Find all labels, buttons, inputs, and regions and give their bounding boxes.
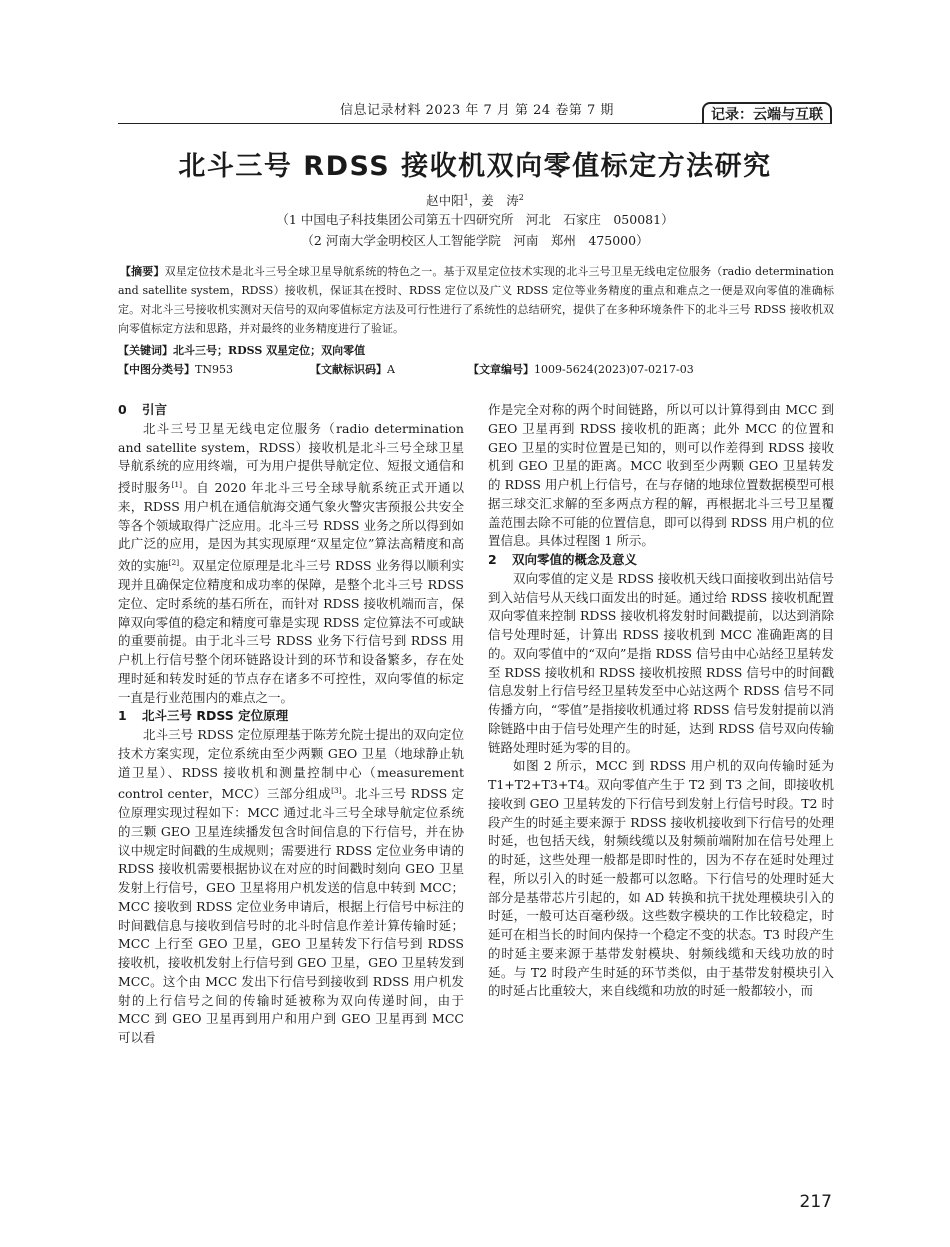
abstract-text: 双星定位技术是北斗三号全球卫星导航系统的特色之一。基于双星定位技术实现的北斗三号卫星无线电定位服务（radio determination and satellite system，RDSS）接收机，保证其在授时、RDSS 定位以及广义 RDSS 定位等业务精度的重点和难点之一便是双向零值的准确标定。对北斗三号接收机实测对天信号的双向零值标定方法及可行性进行了系统性的总结研究，提供了在多种环境条件下的北斗三号 RDSS 接收机双向零值标定方法和思路，并对最终的业务精度进行了验证。 — [118, 265, 835, 335]
section-1-number: 1 — [118, 708, 127, 724]
paragraph-principle — [118, 726, 464, 1048]
section-2-heading — [488, 551, 834, 570]
intro-text-c: 。双星定位原理是北斗三号 RDSS 业务得以顺利实现并且确保定位精度和成功率的保障，是整个北斗三号 RDSS 定位、定时系统的基石所在，而针对 RDSS 接收机端而言，保障双向零值的稳定和精度可靠是实现 RDSS 定位算法不可或缺的重要前提。由于北斗三号 RDSS 业务下行信号到 RDSS 用户机上行信号整个闭环链路设计到的环节和设备繁多，存在处理时延和转发时延的节点存在诸多不可控性，双向零值的标定一直是行业范围内的难点之一。 — [118, 558, 464, 705]
keywords — [118, 341, 365, 360]
author-separator: ， — [468, 193, 482, 208]
page-number: 217 — [799, 1192, 832, 1212]
section-1-heading — [118, 707, 464, 726]
clc-value: TN953 — [195, 363, 233, 376]
paper-title: 北斗三号 RDSS 接收机双向零值标定方法研究 — [178, 151, 772, 182]
section-0-number: 0 — [118, 402, 127, 417]
keywords-label: 【关键词】 — [118, 344, 173, 357]
affiliation-1: （1 中国电子科技集团公司第五十四研究所 河北 石家庄 050081） — [276, 212, 674, 227]
author-2-affil: 2 — [518, 192, 524, 202]
principle-text-a: 北斗三号 RDSS 定位原理基于陈芳允院士提出的双向定位技术方案实现，定位系统由至少两颗 GEO 卫星（地球静止轨道卫星）、RDSS 接收机和测量控制中心（measurement control center，MCC）三部分组成 — [118, 727, 464, 802]
author-line — [0, 191, 950, 209]
citation-1[interactable]: [1] — [171, 480, 183, 489]
header-rule — [118, 123, 832, 124]
paragraph-zero-value-def: 双向零值的定义是 RDSS 接收机天线口面接收到出站信号到入站信号从天线口面发出的时延。通过给 RDSS 接收机配置双向零值来控制 RDSS 接收机将发射时间戳提前，以达到消除信号处理时延，计算出 RDSS 接收机到 MCC 准确距离的目的。双向零值中的“双向”是指 RDSS 信号由中心站经卫星转发至 RDSS 接收机和 RDSS 接收机按照 RDSS 信号中的时间戳信息发射上行信号经卫星转发至中心站这两个 RDSS 信号不同传播方向，“零值”是指接收机通过将 RDSS 信号发射提前以消除链路中由于信号处理产生的时延，达到 RDSS 信号双向传输链路处理时延为零的目的。 — [488, 570, 834, 755]
keywords-text: 北斗三号；RDSS 双星定位；双向零值 — [173, 344, 366, 357]
citation-3[interactable]: [3] — [331, 786, 342, 796]
clc-code — [118, 360, 233, 379]
article-label: 【文章编号】 — [468, 363, 534, 376]
intro-text-a: 北斗三号卫星无线电定位服务（radio determination and satellite system，RDSS）接收机是北斗三号全球卫星导航系统的应用终端，可为用户提供导航定位、短报文通信和授时服务 — [118, 420, 464, 496]
doc-value: A — [387, 363, 395, 376]
paragraph-principle-cont: 作是完全对称的两个时间链路，所以可以计算得到由 MCC 到 GEO 卫星再到 RDSS 接收机的距离；此外 MCC 的位置和 GEO 卫星的实时位置是已知的，则可以作差得到 RDSS 接收机到 GEO 卫星的距离。MCC 收到至少两颗 GEO 卫星转发的 RDSS 用户机上行信号，在与存储的地球位置数据模型可根据三球交汇求解的至多两点方程的解，再根据北斗三号卫星覆盖范围去除不可能的位置信息，即可以得到 RDSS 用户机的位置信息。具体过程图 1 所示。 — [488, 402, 834, 549]
section-0-heading — [118, 401, 464, 420]
clc-label: 【中图分类号】 — [118, 363, 195, 376]
article-code — [468, 360, 694, 379]
citation-2[interactable]: [2] — [168, 558, 180, 568]
section-2-number: 2 — [488, 552, 497, 567]
right-column — [488, 401, 834, 1001]
paragraph-intro — [118, 420, 464, 708]
section-1-title: 北斗三号 RDSS 定位原理 — [142, 708, 289, 724]
doc-label: 【文献标识码】 — [310, 363, 387, 376]
abstract-label: 【摘要】 — [120, 265, 165, 278]
abstract — [118, 262, 834, 338]
principle-text-b: 。北斗三号 RDSS 定位原理实现过程如下：MCC 通过北斗三号全球导航定位系统的三颗 GEO 卫星连续播发包含时间信息的下行信号，并在协议中规定时间戳的生成规则；需要进行 RDSS 定位业务申请的 RDSS 接收机需要根据协议在对应的时间戳时刻向 GEO 卫星发射上行信号，GEO 卫星将用户机发送的信息中转到 MCC；MCC 接收到 RDSS 定位业务申请后，根据上行信号中标注的时间戳信息与接收到信号时的北斗时信息作差计算传输时延；MCC 上行至 GEO 卫星，GEO 卫星转发下行信号到 RDSS 接收机，接收机发射上行信号到 GEO 卫星，GEO 卫星转发到 MCC。这个由 MCC 发出下行信号到接收到 RDSS 用户机发射的上行信号之间的传输时延被称为双向传递时间，由于 MCC 到 GEO 卫星再到用户和用户到 GEO 卫星再到 MCC 可以看 — [118, 786, 464, 1046]
section-0-title: 引言 — [142, 402, 168, 417]
section-2-title: 双向零值的概念及意义 — [512, 552, 638, 567]
left-column — [118, 401, 464, 1048]
doc-code — [310, 360, 395, 379]
article-value: 1009-5624(2023)07-0217-03 — [534, 363, 694, 376]
affiliation-2: （2 河南大学金明校区人工智能学院 河南 郑州 475000） — [301, 233, 649, 248]
author-1-affil: 1 — [463, 192, 469, 202]
section-badge: 记录：云端与互联 — [702, 102, 832, 124]
author-1: 赵中阳 — [426, 193, 464, 208]
paragraph-zero-value-delay: 如图 2 所示，MCC 到 RDSS 用户机的双向传输时延为 T1+T2+T3+T4。双向零值产生于 T2 到 T3 之间，即接收机接收到 GEO 卫星转发的下行信号到发射上行信号时段。T2 时段产生的时延主要来源于 RDSS 接收机接收到下行信号的处理时延，也包括天线，射频线缆以及射频前端附加在信号处理上的时延，这些处理一般都是即时性的，因为不存在延时处理过程，所以引入的时延一般都可以忽略。下行信号的处理时延大部分是基带芯片引起的，如 AD 转换和抗干扰处理模块引入的时延，一般可达百毫秒级。这些数字模块的工作比较稳定，时延可在相当长的时间内保持一个稳定不变的状态。T3 时段产生的时延主要来源于基带发射模块、射频线缆和天线功放的时延。与 T2 时段产生时延的环节类似，由于基带发射模块引入的时延占比重较大，来自线缆和功放的时延一般都较小，而 — [488, 758, 834, 999]
author-2: 姜 涛 — [481, 193, 519, 208]
journal-info: 信息记录材料 2023 年 7 月 第 24 卷第 7 期 — [340, 103, 614, 118]
intro-text-b: 。自 2020 年北斗三号全球导航系统正式开通以来，RDSS 用户机在通信航海交通气象火警灾害预报公共安全等各个领域取得广泛应用。北斗三号 RDSS 业务之所以得到如此广泛的应用，是因为其实现原理“双星定位”算法高精度和高效的实施 — [118, 480, 464, 574]
